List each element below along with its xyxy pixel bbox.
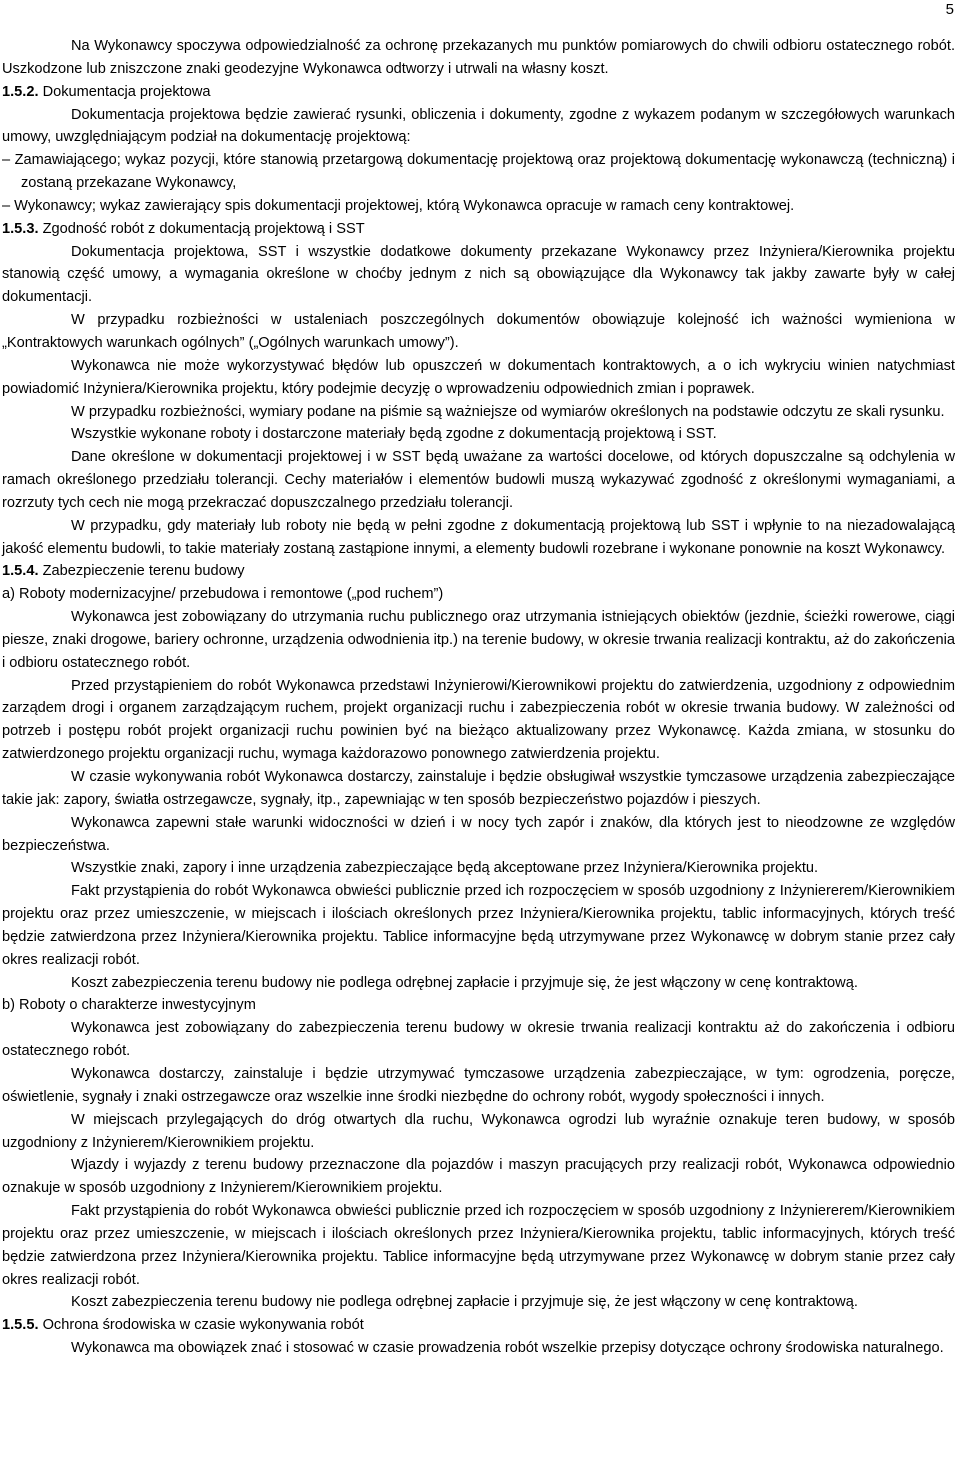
subheading-a: a) Roboty modernizacyjne/ przebudowa i remontowe („pod ruchem”) bbox=[2, 586, 444, 603]
page-number: 5 bbox=[945, 1, 954, 18]
paragraph-announcement-b: Fakt przystąpienia do robót Wykonawca obwieści publicznie przed ich rozpoczęciem w sposób uzgodniony z Inżyniererem/Kierownikiem projektu oraz przez umieszczenie, w miejscach i ilościach określonych przez Inżyniera/Kierownika projektu, tablic informacyjnych, których treść będzie zatwierdzona przez Inżyniera/Kierownika projektu. Tablice informacyjne będą utrzymywane przez Wykonawcę w dobrym stanie przez cały okres realizacji robót. bbox=[2, 1203, 955, 1288]
paragraph-signs-approval: Wszystkie znaki, zapory i inne urządzenia zabezpieczające będą akceptowane przez Inżyniera/Kierownika projektu. bbox=[71, 860, 819, 877]
heading-title: Ochrona środowiska w czasie wykonywania robót bbox=[38, 1317, 364, 1334]
paragraph-traffic: Wykonawca jest zobowiązany do utrzymania ruchu publicznego oraz utrzymania istniejących obiektów (jezdnie, ścieżki rowerowe, ciągi piesze, znaki drogowe, bariery ochronne, urządzenia odwodnienia itp.) na terenie budowy, w okresie trwania realizacji kontraktu, aż do zakończenia i odbioru ostatecznego robót. bbox=[2, 609, 955, 671]
paragraph-project-docs: Dokumentacja projektowa będzie zawierać rysunki, obliczenia i dokumenty, zgodne z wykazem podanym w szczegółowych warunkach umowy, uwzględniającym podział na dokumentację projektową: bbox=[2, 106, 955, 146]
paragraph-discrepancy-order: W przypadku rozbieżności w ustaleniach poszczególnych dokumentów obowiązuje kolejność ich ważności wymieniona w „Kontraktowych warunkach ogólnych” („Ogólnych warunkach umowy”). bbox=[2, 312, 955, 351]
paragraph-environment: Wykonawca ma obowiązek znać i stosować w czasie prowadzenia robót wszelkie przepisy dotyczące ochrony środowiska naturalnego. bbox=[71, 1340, 944, 1357]
paragraph-contract-part: Dokumentacja projektowa, SST i wszystkie dodatkowe dokumenty przekazane Wykonawcy przez Inżyniera/Kierownika projektu stanowią część umowy, a wymagania określone w choćby jednym z nich są obowiązujące dla Wykonawcy tak jakby zawarte były w całej dokumentacji. bbox=[2, 243, 955, 306]
heading-title: Zabezpieczenie terenu budowy bbox=[38, 563, 245, 580]
paragraph-traffic-plan: Przed przystąpieniem do robót Wykonawca przedstawi Inżynierowi/Kierownikowi projektu do zatwierdzenia, uzgodniony z odpowiednim zarządem drogi i organem zarządzającym ruchem, projekt organizacji ruchu i zabezpieczenia robót w okresie trwania budowy. W zależności od potrzeb i postępu robót projekt organizacji ruchu powinien być na bieżąco aktualizowany przez Wykonawcę. Każda zmiana, w stosunku do zatwierdzonego projektu organizacji ruchu, wymaga każdorazowo ponownego zatwierdzenia projektu. bbox=[2, 677, 955, 763]
paragraph-survey-points: Na Wykonawcy spoczywa odpowiedzialność za ochronę przekazanych mu punktów pomiarowych do chwili odbioru ostatecznego robót. Uszkodzone lub zniszczone znaki geodezyjne Wykonawca odtworzy i utrwali na własny koszt. bbox=[2, 38, 955, 77]
list-item-employer: – Zamawiającego; wykaz pozycji, które stanowią przetargową dokumentację projektową oraz projektową dokumentację wykonawczą (techniczną) i zostaną przekazane Wykonawcy, bbox=[2, 152, 955, 192]
paragraph-temporary-devices: Wykonawca dostarczy, zainstaluje i będzie utrzymywać tymczasowe urządzenia zabezpieczające, w tym: ogrodzenia, poręcze, oświetlenie, sygnały i znaki ostrzegawcze oraz wszelkie inne środki niezbędne do ochrony robót, wygody społeczności i innych. bbox=[2, 1065, 955, 1105]
paragraph-replacement: W przypadku, gdy materiały lub roboty nie będą w pełni zgodne z dokumentacją projektową lub SST i wpłynie to na niezadowalającą jakość elementu budowli, to takie materiały zostaną zastąpione innymi, a elementy budowli rozebrane i wykonane ponownie na koszt Wykonawcy. bbox=[2, 517, 955, 557]
paragraph-tolerances: Dane określone w dokumentacji projektowej i w SST będą uważane za wartości docelowe, od których dopuszczalne są odchylenia w ramach określonego przedziału tolerancji. Cechy materiałów i elementów budowli muszą wykazywać zgodność z określonymi wymaganiami, a rozrzuty tych cech nie mogą przekraczać dopuszczalnego przedziału tolerancji. bbox=[2, 449, 955, 511]
paragraph-visibility: Wykonawca zapewni stałe warunki widoczności w dzień i w nocy tych zapór i znaków, dla których jest to nieodzowne ze względów bezpieczeństwa. bbox=[2, 814, 955, 854]
paragraph-site-security: Wykonawca jest zobowiązany do zabezpieczenia terenu budowy w okresie trwania realizacji kontraktu aż do zakończenia i odbioru ostatecznego robót. bbox=[2, 1020, 955, 1060]
paragraph-cost-b: Koszt zabezpieczenia terenu budowy nie podlega odrębnej zapłacie i przyjmuje się, że jest włączony w cenę kontraktową. bbox=[71, 1294, 858, 1311]
paragraph-compliance: Wszystkie wykonane roboty i dostarczone materiały będą zgodne z dokumentacją projektową i SST. bbox=[71, 426, 717, 443]
heading-number: 1.5.5. bbox=[2, 1317, 39, 1334]
heading-number: 1.5.2. bbox=[2, 83, 39, 100]
heading-title: Dokumentacja projektowa bbox=[38, 83, 211, 100]
paragraph-entrances: Wjazdy i wyjazdy z terenu budowy przeznaczone dla pojazdów i maszyn pracujących przy realizacji robót, Wykonawca odpowiednio oznakuje w sposób uzgodniony z Inżynierem/Kierownikiem projektu. bbox=[2, 1157, 955, 1197]
document-body bbox=[2, 35, 955, 1360]
paragraph-errors: Wykonawca nie może wykorzystywać błędów lub opuszczeń w dokumentach kontraktowych, a o ich wykryciu winien natychmiast powiadomić Inżyniera/Kierownika projektu, który podejmie decyzję o wprowadzeniu odpowiednich zmian i poprawek. bbox=[2, 357, 955, 397]
heading-title: Zgodność robót z dokumentacją projektową i SST bbox=[38, 220, 365, 237]
heading-number: 1.5.3. bbox=[2, 220, 39, 237]
subheading-b: b) Roboty o charakterze inwestycyjnym bbox=[2, 997, 256, 1014]
heading-1-5-5 bbox=[2, 1314, 955, 1337]
paragraph-fencing: W miejscach przylegających do dróg otwartych dla ruchu, Wykonawca ogrodzi lub wyraźnie oznakuje teren budowy, w sposób uzgodniony z Inżynierem/Kierownikiem projektu. bbox=[2, 1111, 955, 1151]
paragraph-cost: Koszt zabezpieczenia terenu budowy nie podlega odrębnej zapłacie i przyjmuje się, że jest włączony w cenę kontraktową. bbox=[71, 974, 858, 991]
paragraph-safety-devices: W czasie wykonywania robót Wykonawca dostarczy, zainstaluje i będzie obsługiwał wszystkie tymczasowe urządzenia zabezpieczające takie jak: zapory, światła ostrzegawcze, sygnały, itp., zapewniając w ten sposób bezpieczeństwo pojazdów i pieszych. bbox=[2, 769, 955, 808]
list-item-contractor: – Wykonawcy; wykaz zawierający spis dokumentacji projektowej, którą Wykonawca opracuje w ramach ceny kontraktowej. bbox=[2, 197, 795, 214]
heading-number: 1.5.4. bbox=[2, 563, 39, 580]
paragraph-dimensions: W przypadku rozbieżności, wymiary podane na piśmie są ważniejsze od wymiarów określonych na podstawie odczytu ze skali rysunku. bbox=[71, 403, 945, 420]
paragraph-announcement: Fakt przystąpienia do robót Wykonawca obwieści publicznie przed ich rozpoczęciem w sposób uzgodniony z Inżyniererem/Kierownikiem projektu oraz przez umieszczenie, w miejscach i ilościach określonych przez Inżyniera/Kierownika projektu, tablic informacyjnych, których treść będzie zatwierdzona przez Inżyniera/Kierownika projektu. Tablice informacyjne będą utrzymywane przez Wykonawcę w dobrym stanie przez cały okres realizacji robót. bbox=[2, 883, 955, 968]
heading-1-5-2 bbox=[2, 81, 955, 104]
heading-1-5-4 bbox=[2, 560, 955, 583]
heading-1-5-3 bbox=[2, 218, 955, 241]
